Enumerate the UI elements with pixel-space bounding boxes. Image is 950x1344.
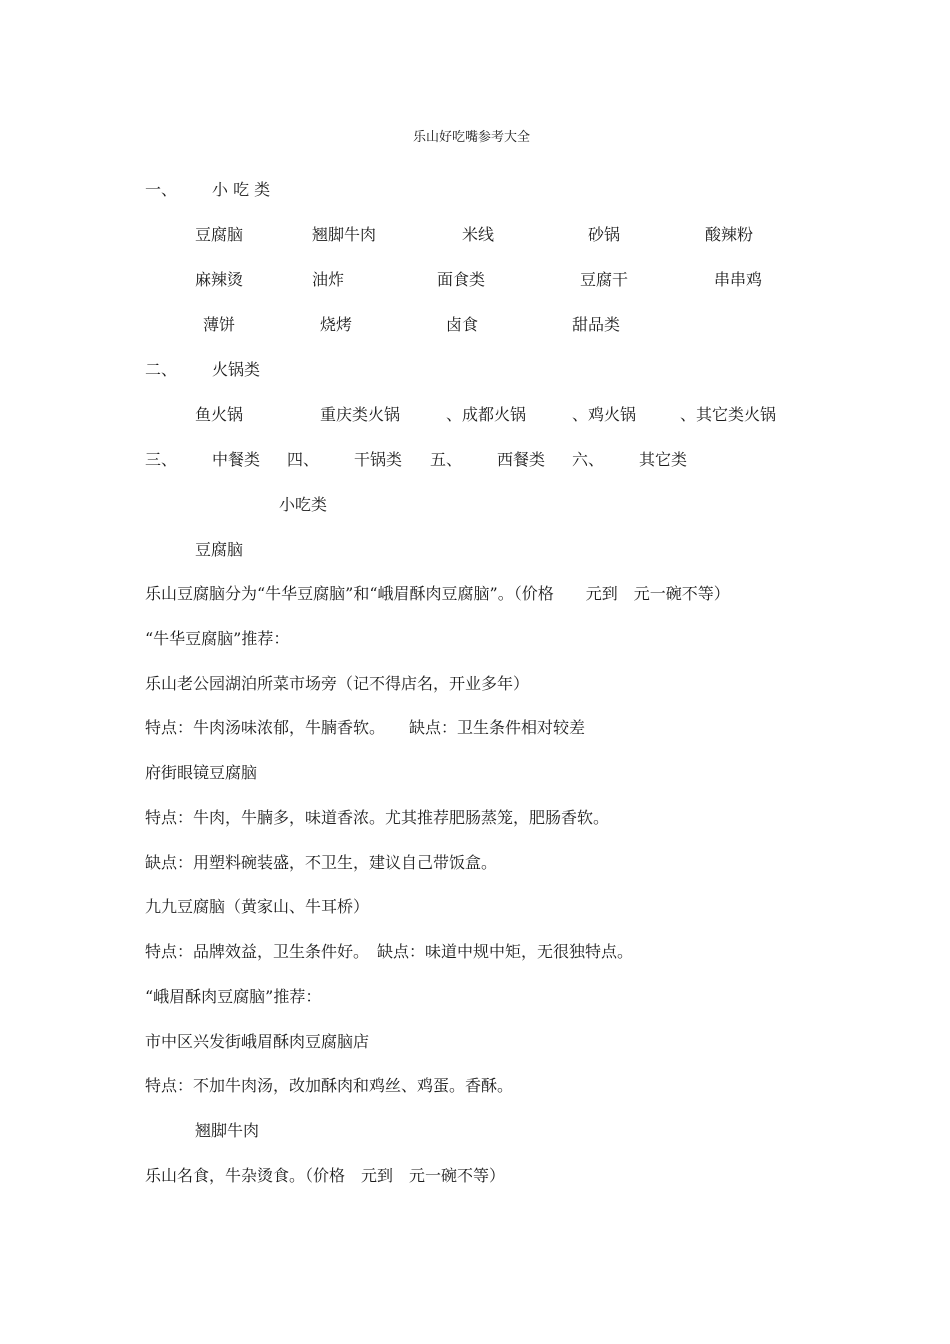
item-heading: 豆腐脑 — [195, 540, 244, 559]
section-6-label: 其它类 — [639, 450, 688, 469]
section-3-number: 三、 — [145, 450, 178, 469]
body-line: 缺点：用塑料碗装盛，不卫生，建议自己带饭盒。 — [145, 853, 498, 872]
section-3-label: 中餐类 — [212, 450, 261, 469]
body-line: 特点：品牌效益，卫生条件好。 缺点：味道中规中矩，无很独特点。 — [145, 942, 634, 961]
category-item: 米线 — [462, 225, 495, 244]
category-item: 油炸 — [312, 270, 345, 289]
section-4-label: 干锅类 — [354, 450, 403, 469]
section-1-number: 一、 — [145, 180, 178, 199]
body-line: 特点：牛肉汤味浓郁，牛腩香软。 缺点：卫生条件相对较差 — [145, 718, 586, 737]
section-5-label: 西餐类 — [497, 450, 546, 469]
body-line: 乐山老公园湖泊所菜市场旁（记不得店名，开业多年） — [145, 674, 530, 693]
body-line: 市中区兴发街峨眉酥肉豆腐脑店 — [145, 1032, 370, 1051]
category-item: 重庆类火锅 — [320, 405, 401, 424]
body-line: 特点：牛肉，牛腩多，味道香浓。尤其推荐肥肠蒸笼，肥肠香软。 — [145, 808, 610, 827]
category-item: 麻辣烫 — [195, 270, 244, 289]
section-5-number: 五、 — [430, 450, 463, 469]
body-line: 府街眼镜豆腐脑 — [145, 763, 258, 782]
body-line: “峨眉酥肉豆腐脑”推荐： — [145, 987, 322, 1006]
category-item: 面食类 — [437, 270, 486, 289]
category-item: 、成都火锅 — [446, 405, 527, 424]
category-item: 卤食 — [446, 315, 479, 334]
category-item: 薄饼 — [203, 315, 236, 334]
section-2-number: 二、 — [145, 360, 178, 379]
item-heading: 翘脚牛肉 — [195, 1121, 260, 1140]
category-item: 、其它类火锅 — [680, 405, 777, 424]
category-item: 烧烤 — [320, 315, 353, 334]
category-item: 酸辣粉 — [705, 225, 754, 244]
category-item: 翘脚牛肉 — [312, 225, 377, 244]
category-item: 豆腐脑 — [195, 225, 244, 244]
category-item: 甜品类 — [572, 315, 621, 334]
body-line: 九九豆腐脑（黄家山、牛耳桥） — [145, 897, 370, 916]
section-4-number: 四、 — [287, 450, 320, 469]
subheading: 小吃类 — [279, 495, 328, 514]
body-line: 乐山豆腐脑分为“牛华豆腐脑”和“峨眉酥肉豆腐脑”。（价格 元到 元一碗不等） — [145, 584, 730, 603]
section-1-label: 小 吃 类 — [212, 180, 271, 199]
body-line: “牛华豆腐脑”推荐： — [145, 629, 290, 648]
category-item: 豆腐干 — [580, 270, 629, 289]
section-2-label: 火锅类 — [212, 360, 261, 379]
category-item: 串串鸡 — [714, 270, 763, 289]
section-6-number: 六、 — [572, 450, 605, 469]
category-item: 、鸡火锅 — [572, 405, 637, 424]
document-title: 乐山好吃嘴参考大全 — [413, 130, 531, 145]
body-line: 乐山名食，牛杂烫食。（价格 元到 元一碗不等） — [145, 1166, 506, 1185]
category-item: 鱼火锅 — [195, 405, 244, 424]
category-item: 砂锅 — [588, 225, 621, 244]
body-line: 特点：不加牛肉汤，改加酥肉和鸡丝、鸡蛋。香酥。 — [145, 1076, 514, 1095]
